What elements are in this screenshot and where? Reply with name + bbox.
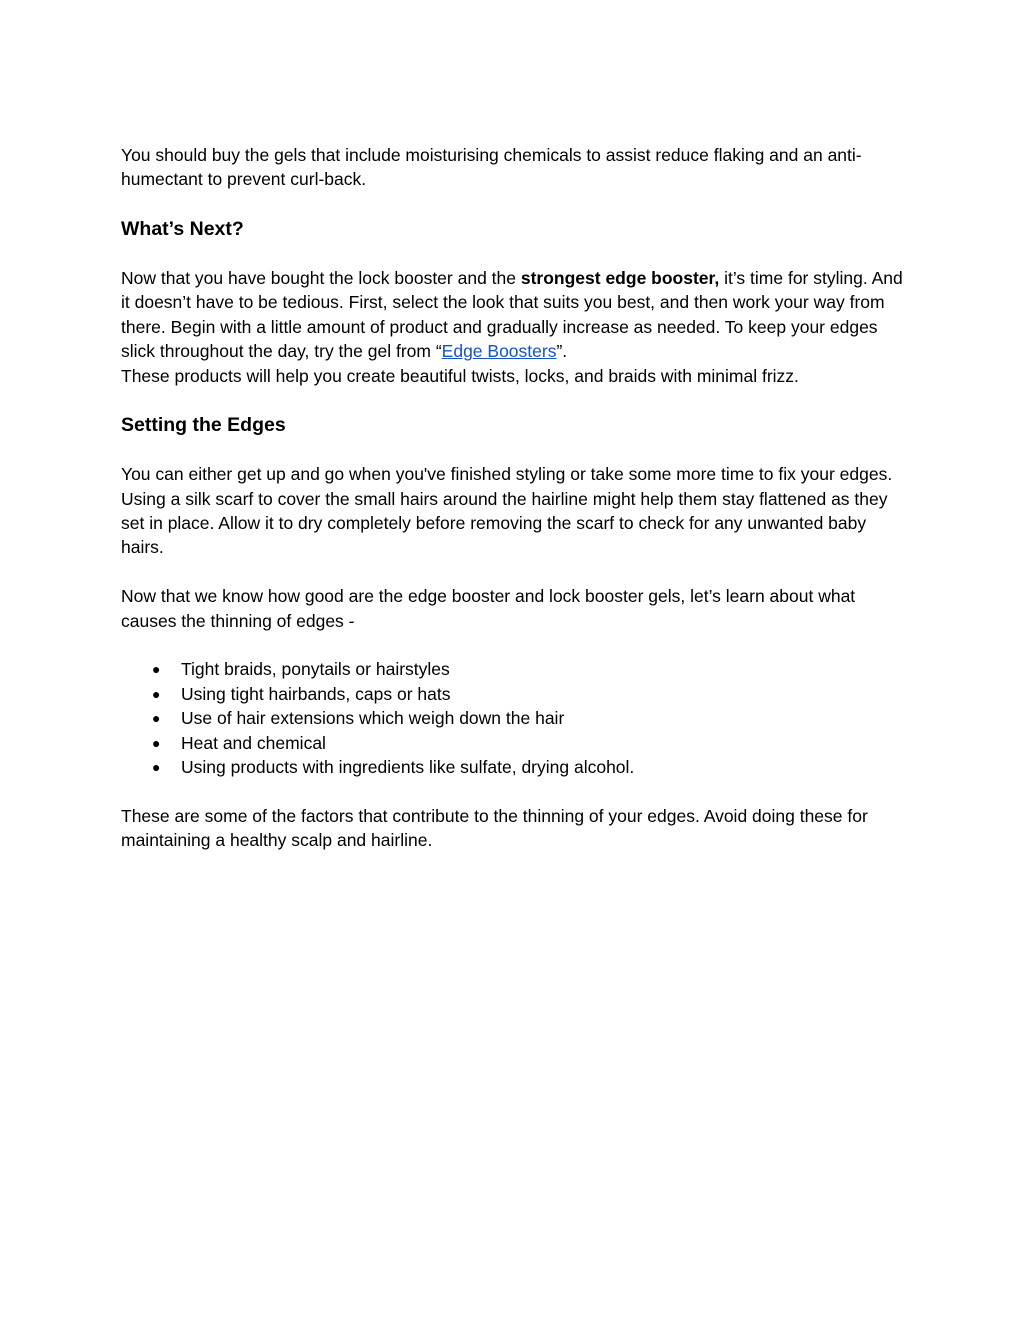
spacer [121,560,911,584]
bullet-icon: ● [152,685,161,702]
spacer [121,242,911,266]
heading-whats-next: What’s Next? [121,218,244,241]
whats-next-text-end: ”. [556,341,568,362]
document-page [121,143,911,853]
bullet-icon: ● [152,734,161,751]
whats-next-text-middle: it’s time for styling. And it doesn’t have to be tedious. First, select the look that suits you best, and then work your way from there. Begin with a little amount of product and gradually increase as needed. To keep your edges slick throughout the day, try the gel from “ [121,268,903,362]
whats-next-paragraph [121,266,911,364]
heading-setting-edges: Setting the Edges [121,414,286,437]
list-item-text: Heat and chemical [181,732,326,753]
causes-intro-paragraph: Now that we know how good are the edge booster and lock booster gels, let’s learn about what causes the thinning of edges - [121,586,856,631]
causes-list [121,657,911,779]
bullet-icon: ● [152,661,161,678]
intro-paragraph: You should buy the gels that include moisturising chemicals to assist reduce flaking and an anti-humectant to prevent curl-back. [121,145,862,190]
list-item [121,731,911,755]
list-item [121,755,911,779]
spacer [121,388,911,412]
list-item-text: Using tight hairbands, caps or hats [181,683,451,704]
bullet-icon: ● [152,710,161,727]
spacer [121,192,911,216]
spacer [121,779,911,803]
whats-next-text-start: Now that you have bought the lock booster and the [121,268,521,288]
bold-phrase: strongest edge booster, [520,268,720,288]
list-item [121,657,911,681]
spacer [121,438,911,462]
setting-edges-paragraph: You can either get up and go when you've finished styling or take some more time to fix your edges. Using a silk scarf to cover the small hairs around the hairline might help them stay flattened as they set in place. Allow it to dry completely before removing the scarf to check for any unwanted baby hairs. [121,464,893,558]
list-item [121,682,911,706]
list-item-text: Using products with ingredients like sulfate, drying alcohol. [181,757,635,778]
products-paragraph: These products will help you create beautiful twists, locks, and braids with minimal frizz. [121,365,799,386]
list-item [121,706,911,730]
spacer [121,633,911,657]
list-item-text: Tight braids, ponytails or hairstyles [181,659,450,680]
edge-boosters-link[interactable]: Edge Boosters [441,341,557,362]
closing-paragraph: These are some of the factors that contribute to the thinning of your edges. Avoid doing these for maintaining a healthy scalp and hairline. [121,805,868,851]
bullet-icon: ● [152,759,161,776]
list-item-text: Use of hair extensions which weigh down the hair [181,708,565,729]
